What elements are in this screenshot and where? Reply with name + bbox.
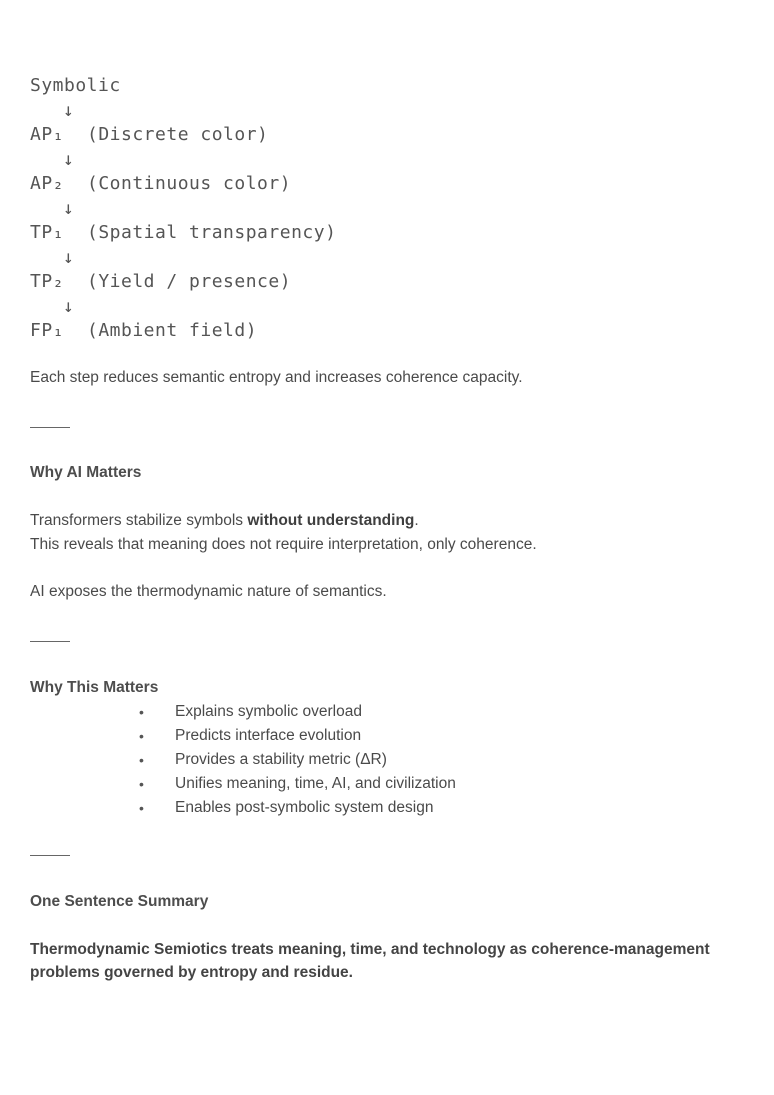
- step-desc: (Discrete color): [87, 124, 269, 145]
- bullet-icon: •: [139, 752, 144, 768]
- down-arrow-icon: ↓: [63, 198, 75, 219]
- step-desc: (Ambient field): [87, 320, 258, 341]
- ladder-start: Symbolic: [30, 75, 121, 96]
- bullet-icon: •: [139, 728, 144, 744]
- ladder-step: [30, 173, 291, 194]
- bullet-icon: •: [139, 776, 144, 792]
- ladder-step: [30, 124, 268, 145]
- down-arrow-icon: ↓: [63, 149, 75, 170]
- paragraph-line: AI exposes the thermodynamic nature of semantics.: [30, 583, 387, 600]
- bullet-icon: •: [139, 800, 144, 816]
- emphasis-text: without understanding: [247, 512, 415, 529]
- section-heading: Why This Matters: [30, 679, 159, 696]
- step-code: TP₁: [30, 222, 65, 243]
- ladder-step: [30, 320, 257, 341]
- section-divider: [30, 855, 70, 856]
- step-code: TP₂: [30, 271, 65, 292]
- paragraph-line: This reveals that meaning does not require interpretation, only coherence.: [30, 536, 537, 553]
- step-desc: (Continuous color): [87, 173, 292, 194]
- step-desc: (Yield / presence): [87, 271, 292, 292]
- section-divider: [30, 641, 70, 642]
- text-span: .: [414, 512, 419, 529]
- list-item-text: Predicts interface evolution: [175, 727, 362, 744]
- step-code: AP₂: [30, 173, 65, 194]
- bullet-icon: •: [139, 704, 144, 720]
- ladder-step: [30, 271, 291, 292]
- text-span: Transformers stabilize symbols: [30, 512, 248, 529]
- section-heading: One Sentence Summary: [30, 893, 209, 910]
- list-item-text: Enables post-symbolic system design: [175, 799, 434, 816]
- list-item-text: Explains symbolic overload: [175, 703, 362, 720]
- step-code: AP₁: [30, 124, 65, 145]
- ladder-step: [30, 222, 336, 243]
- down-arrow-icon: ↓: [63, 296, 75, 317]
- section-heading: Why AI Matters: [30, 464, 142, 481]
- paragraph-line: [30, 512, 419, 530]
- section-divider: [30, 427, 70, 428]
- step-desc: (Spatial transparency): [87, 222, 337, 243]
- down-arrow-icon: ↓: [63, 100, 75, 121]
- down-arrow-icon: ↓: [63, 247, 75, 268]
- ladder-caption: Each step reduces semantic entropy and increases coherence capacity.: [30, 369, 523, 386]
- list-item-text: Unifies meaning, time, AI, and civilization: [175, 775, 456, 792]
- step-code: FP₁: [30, 320, 65, 341]
- summary-text: Thermodynamic Semiotics treats meaning, time, and technology as coherence-management problems governed by entropy and residue.: [30, 941, 710, 981]
- list-item-text: Provides a stability metric (ΔR): [175, 751, 387, 768]
